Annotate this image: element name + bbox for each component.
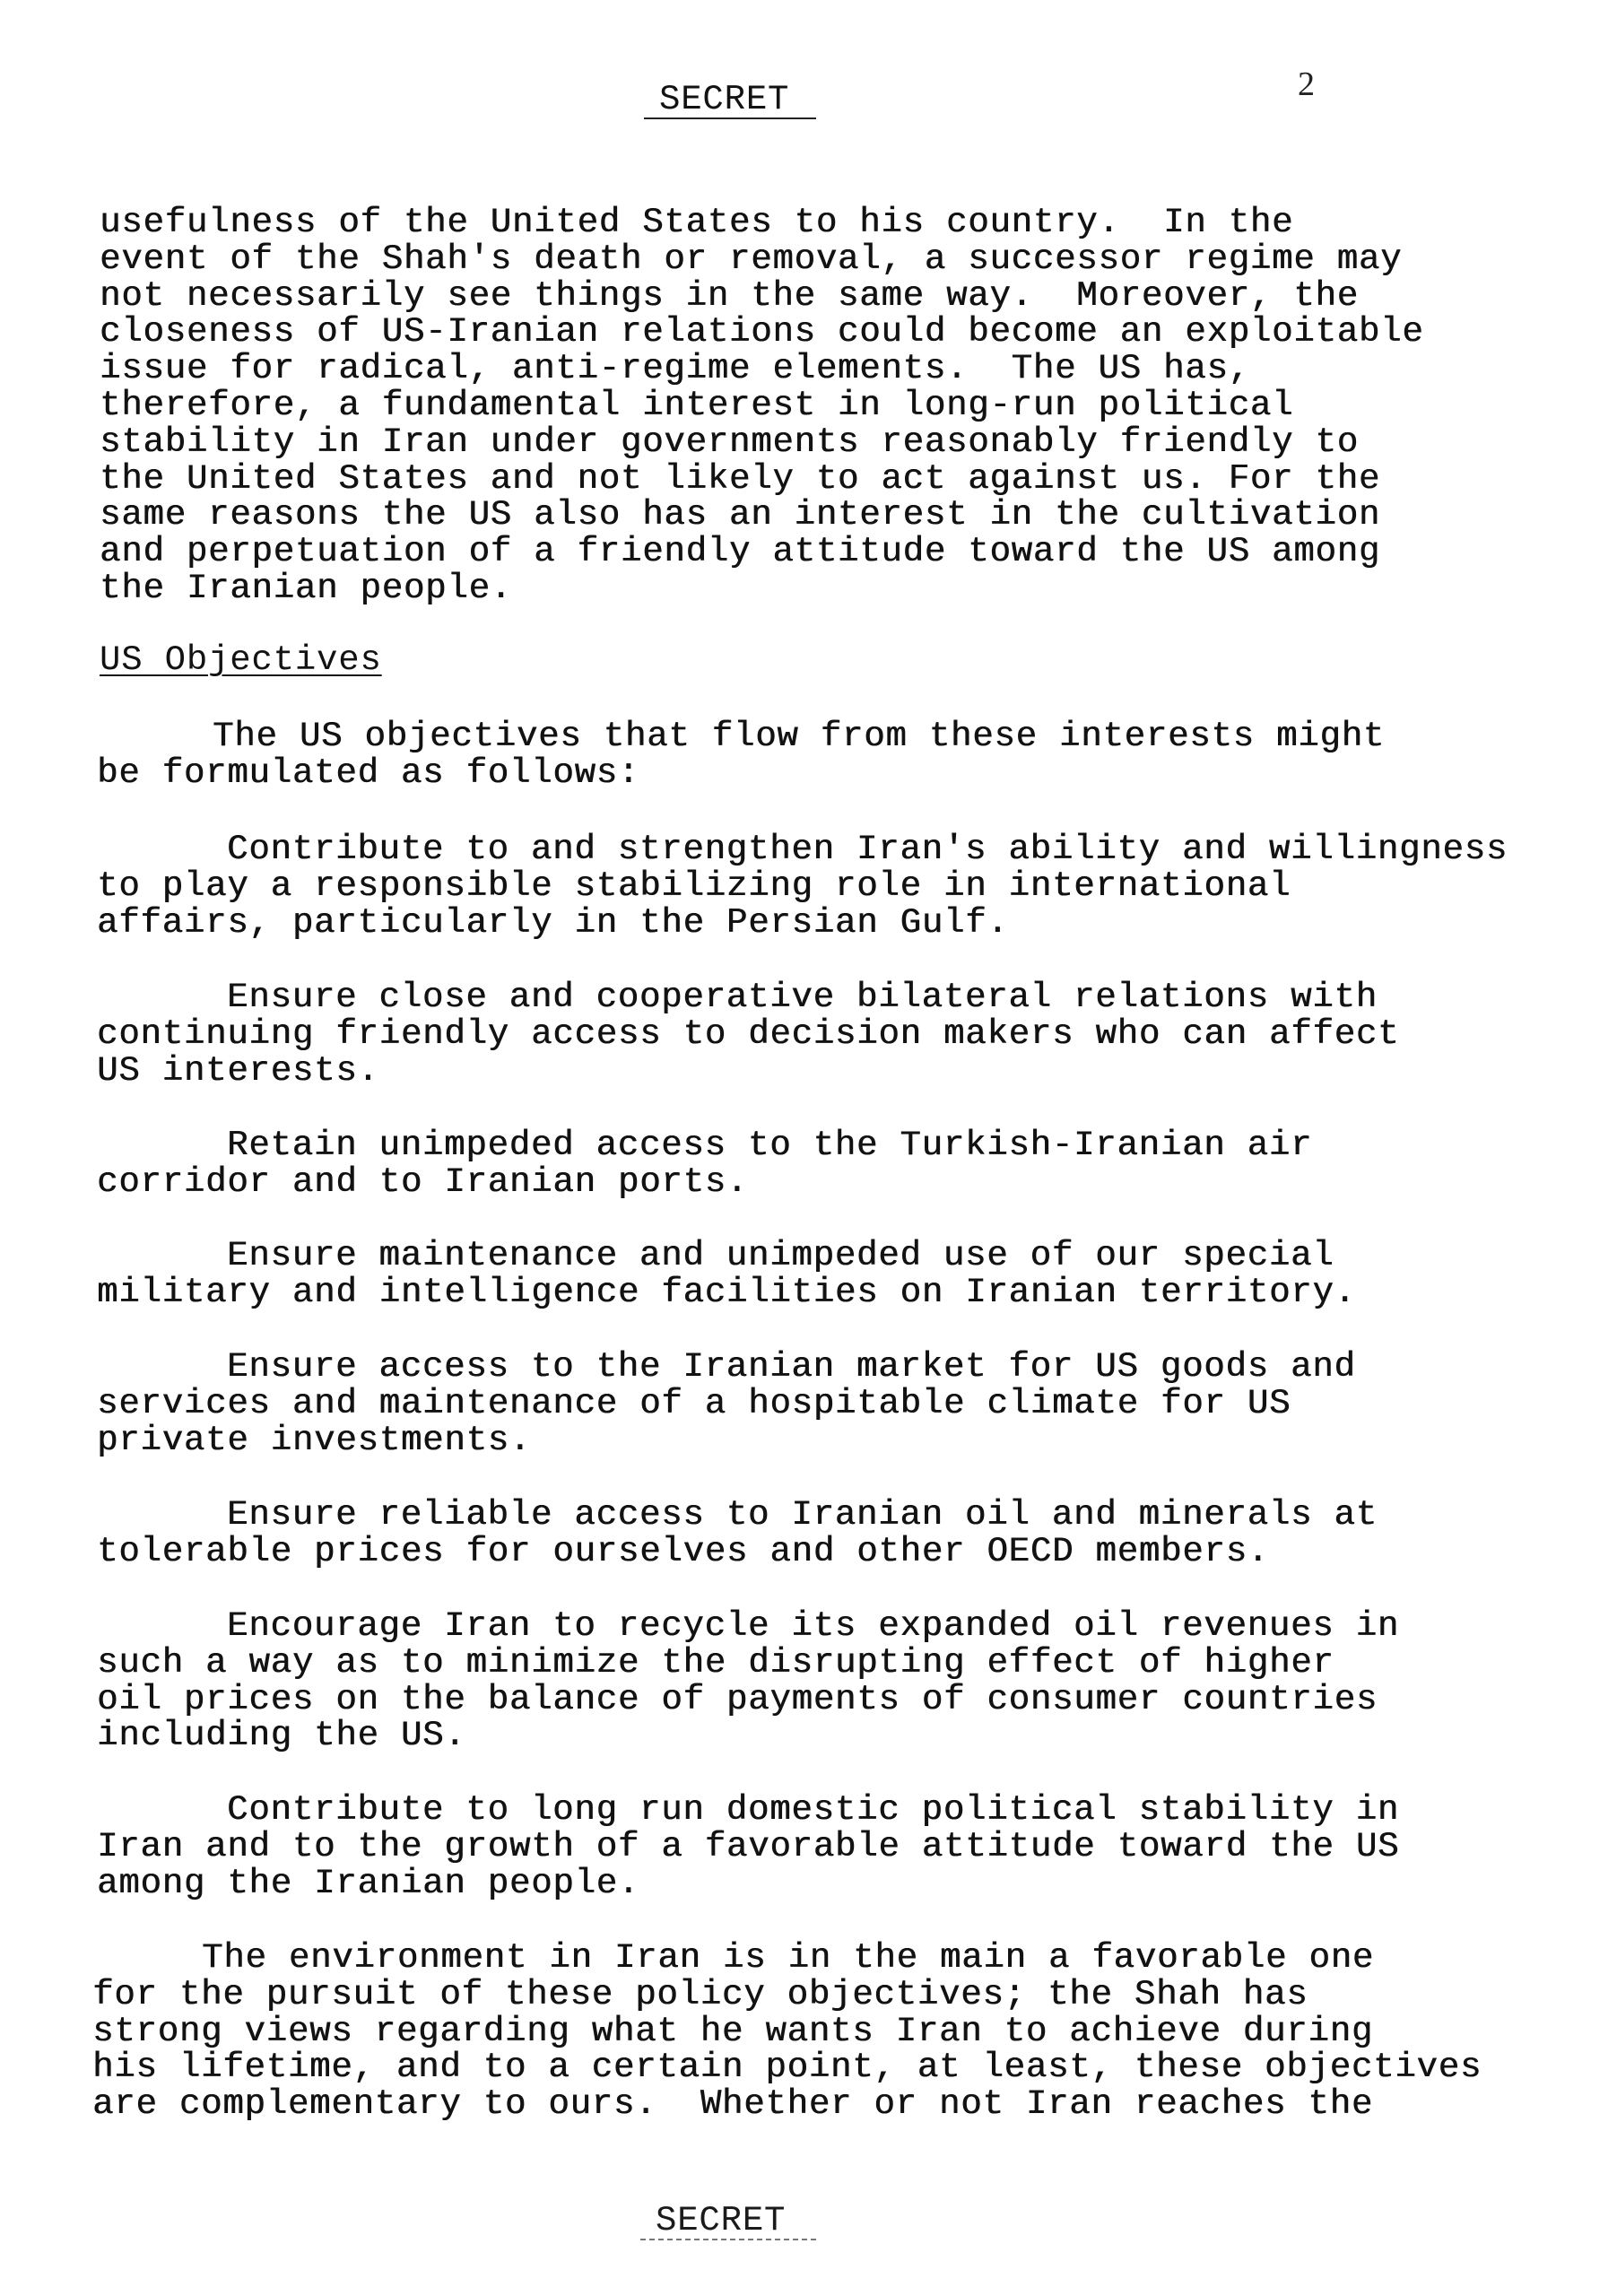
section-heading: US Objectives xyxy=(100,640,382,680)
text-line: the Iranian people. xyxy=(100,568,512,608)
text-line: The environment in Iran is in the main a favorable one xyxy=(202,1938,1375,1978)
continuation-paragraph xyxy=(100,204,1423,607)
intro-paragraph xyxy=(97,718,1385,792)
text-line: Contribute to and strengthen Iran's ability and willingness xyxy=(227,830,1508,869)
text-line: among the Iranian people. xyxy=(97,1863,640,1903)
text-line: private investments. xyxy=(97,1420,532,1460)
text-line: corridor and to Iranian ports. xyxy=(97,1161,749,1202)
text-line: stability in Iran under governments reasonably friendly to xyxy=(100,422,1359,462)
text-line: Ensure maintenance and unimpeded use of our special xyxy=(227,1236,1334,1275)
text-line: his lifetime, and to a certain point, at least, these objectives xyxy=(92,2048,1482,2088)
text-line: Iran and to the growth of a favorable attitude toward the US xyxy=(97,1826,1400,1866)
text-line: Ensure access to the Iranian market for US goods and xyxy=(227,1347,1356,1387)
text-line: be formulated as follows: xyxy=(97,752,640,793)
footer-classification-marking: SECRET xyxy=(640,2203,816,2240)
text-line: oil prices on the balance of payments of consumer countries xyxy=(97,1679,1378,1719)
text-line: affairs, particularly in the Persian Gulf. xyxy=(97,902,1009,943)
text-line: Retain unimpeded access to the Turkish-Iranian air xyxy=(227,1126,1313,1165)
text-line: Ensure reliable access to Iranian oil and minerals at xyxy=(227,1495,1378,1535)
header-classification-marking: SECRET xyxy=(644,82,816,119)
objective-item xyxy=(97,1608,1399,1754)
text-line: issue for radical, anti-regime elements. The US has, xyxy=(100,349,1250,389)
text-line: military and intelligence facilities on Iranian territory. xyxy=(97,1272,1356,1312)
objective-item xyxy=(97,1792,1399,1901)
text-line: for the pursuit of these policy objectives; the Shah has xyxy=(92,1974,1308,2014)
closing-paragraph xyxy=(92,1940,1482,2123)
text-line: US interests. xyxy=(97,1050,379,1091)
text-line: and perpetuation of a friendly attitude toward the US among xyxy=(100,532,1381,572)
text-line: usefulness of the United States to his country. In the xyxy=(100,203,1294,242)
objective-item xyxy=(97,979,1399,1089)
text-line: Ensure close and cooperative bilateral relations with xyxy=(227,978,1378,1017)
text-line: are complementary to ours. Whether or not Iran reaches the xyxy=(92,2084,1374,2125)
text-line: therefore, a fundamental interest in long-run political xyxy=(100,385,1294,425)
text-line: such a way as to minimize the disrupting effect of higher xyxy=(97,1642,1334,1683)
text-line: to play a responsible stabilizing role in international xyxy=(97,865,1291,906)
text-line: not necessarily see things in the same way. Moreover, the xyxy=(100,275,1359,316)
text-line: Encourage Iran to recycle its expanded oil revenues in xyxy=(227,1606,1400,1646)
text-line: services and maintenance of a hospitable climate for US xyxy=(97,1383,1291,1423)
objective-item xyxy=(97,1497,1378,1570)
objective-item xyxy=(97,1349,1356,1458)
text-line: closeness of US-Iranian relations could become an exploitable xyxy=(100,312,1424,352)
text-line: Contribute to long run domestic political stability in xyxy=(227,1790,1400,1830)
page-number: 2 xyxy=(1298,65,1315,103)
objective-item xyxy=(97,831,1508,941)
text-line: The US objectives that flow from these interests might xyxy=(213,717,1386,756)
text-line: including the US. xyxy=(97,1716,466,1756)
text-line: the United States and not likely to act against us. For the xyxy=(100,458,1381,499)
text-line: event of the Shah's death or removal, a successor regime may xyxy=(100,239,1403,279)
objective-item xyxy=(97,1238,1356,1311)
text-line: strong views regarding what he wants Iran to achieve during xyxy=(92,2011,1374,2051)
objective-item xyxy=(97,1127,1312,1201)
text-line: tolerable prices for ourselves and other OECD members. xyxy=(97,1531,1270,1571)
text-line: continuing friendly access to decision makers who can affect xyxy=(97,1013,1400,1054)
text-line: same reasons the US also has an interest in the cultivation xyxy=(100,495,1381,535)
